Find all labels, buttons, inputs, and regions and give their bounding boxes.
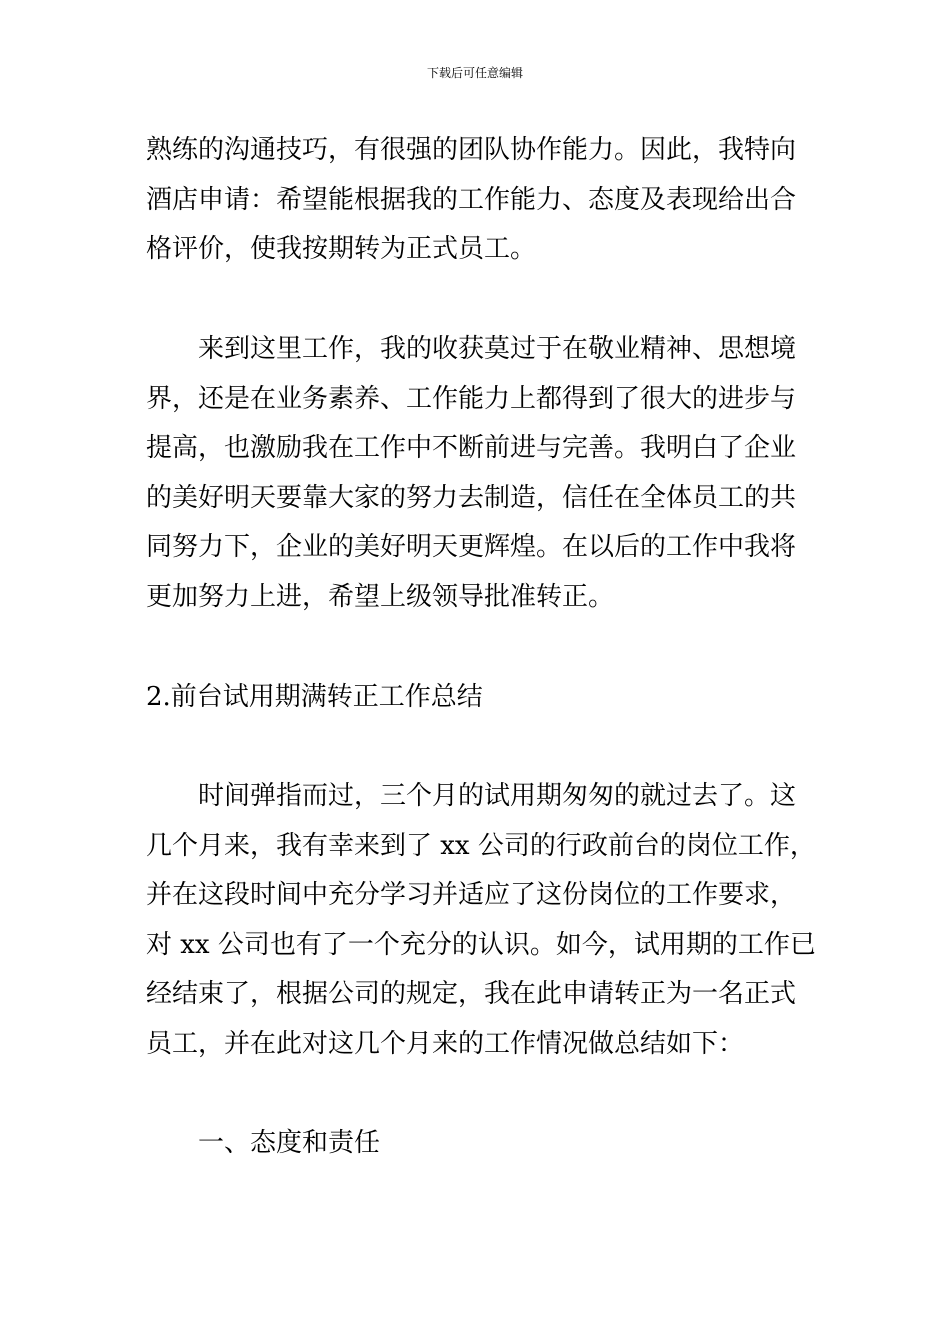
text-line: 酒店申请：希望能根据我的工作能力、态度及表现给出合 [146, 184, 797, 215]
text-line: 提高，也激励我在工作中不断前进与完善。我明白了企业 [146, 433, 797, 463]
text-line: 员工，并在此对这几个月来的工作情况做总结如下： [146, 1028, 745, 1059]
paragraph-1 [146, 126, 806, 275]
text-line: 经结束了，根据公司的规定，我在此申请转正为一名正式 [146, 979, 797, 1009]
text-line: 同努力下，企业的美好明天更辉煌。在以后的工作中我将 [146, 532, 797, 562]
text-line: 一、态度和责任 [198, 1128, 381, 1158]
text-line: 格评价，使我按期转为正式员工。 [146, 234, 537, 264]
text-line: 对 xx 公司也有了一个充分的认识。如今，试用期的工作已 [146, 929, 816, 960]
text-line: 来到这里工作，我的收获莫过于在敬业精神、思想境 [198, 334, 797, 364]
page-header: 下载后可任意编辑 [426, 66, 523, 80]
subsection-heading [146, 1119, 806, 1169]
text-line: 并在这段时间中充分学习并适应了这份岗位的工作要求， [146, 880, 797, 910]
text-line: 更加努力上进，希望上级领导批准转正。 [146, 581, 615, 612]
text-line: 2.前台试用期满转正工作总结 [146, 682, 483, 712]
text-line: 时间弹指而过，三个月的试用期匆匆的就过去了。这 [198, 781, 797, 811]
paragraph-3 [146, 772, 816, 1069]
text-line: 的美好明天要靠大家的努力去制造，信任在全体员工的共 [146, 482, 797, 513]
text-line: 熟练的沟通技巧，有很强的团队协作能力。因此，我特向 [146, 135, 797, 165]
text-line: 界，还是在业务素养、工作能力上都得到了很大的进步与 [146, 383, 797, 414]
paragraph-2 [146, 325, 806, 622]
section-heading [146, 673, 806, 723]
text-line: 几个月来，我有幸来到了 xx 公司的行政前台的岗位工作， [146, 830, 816, 861]
